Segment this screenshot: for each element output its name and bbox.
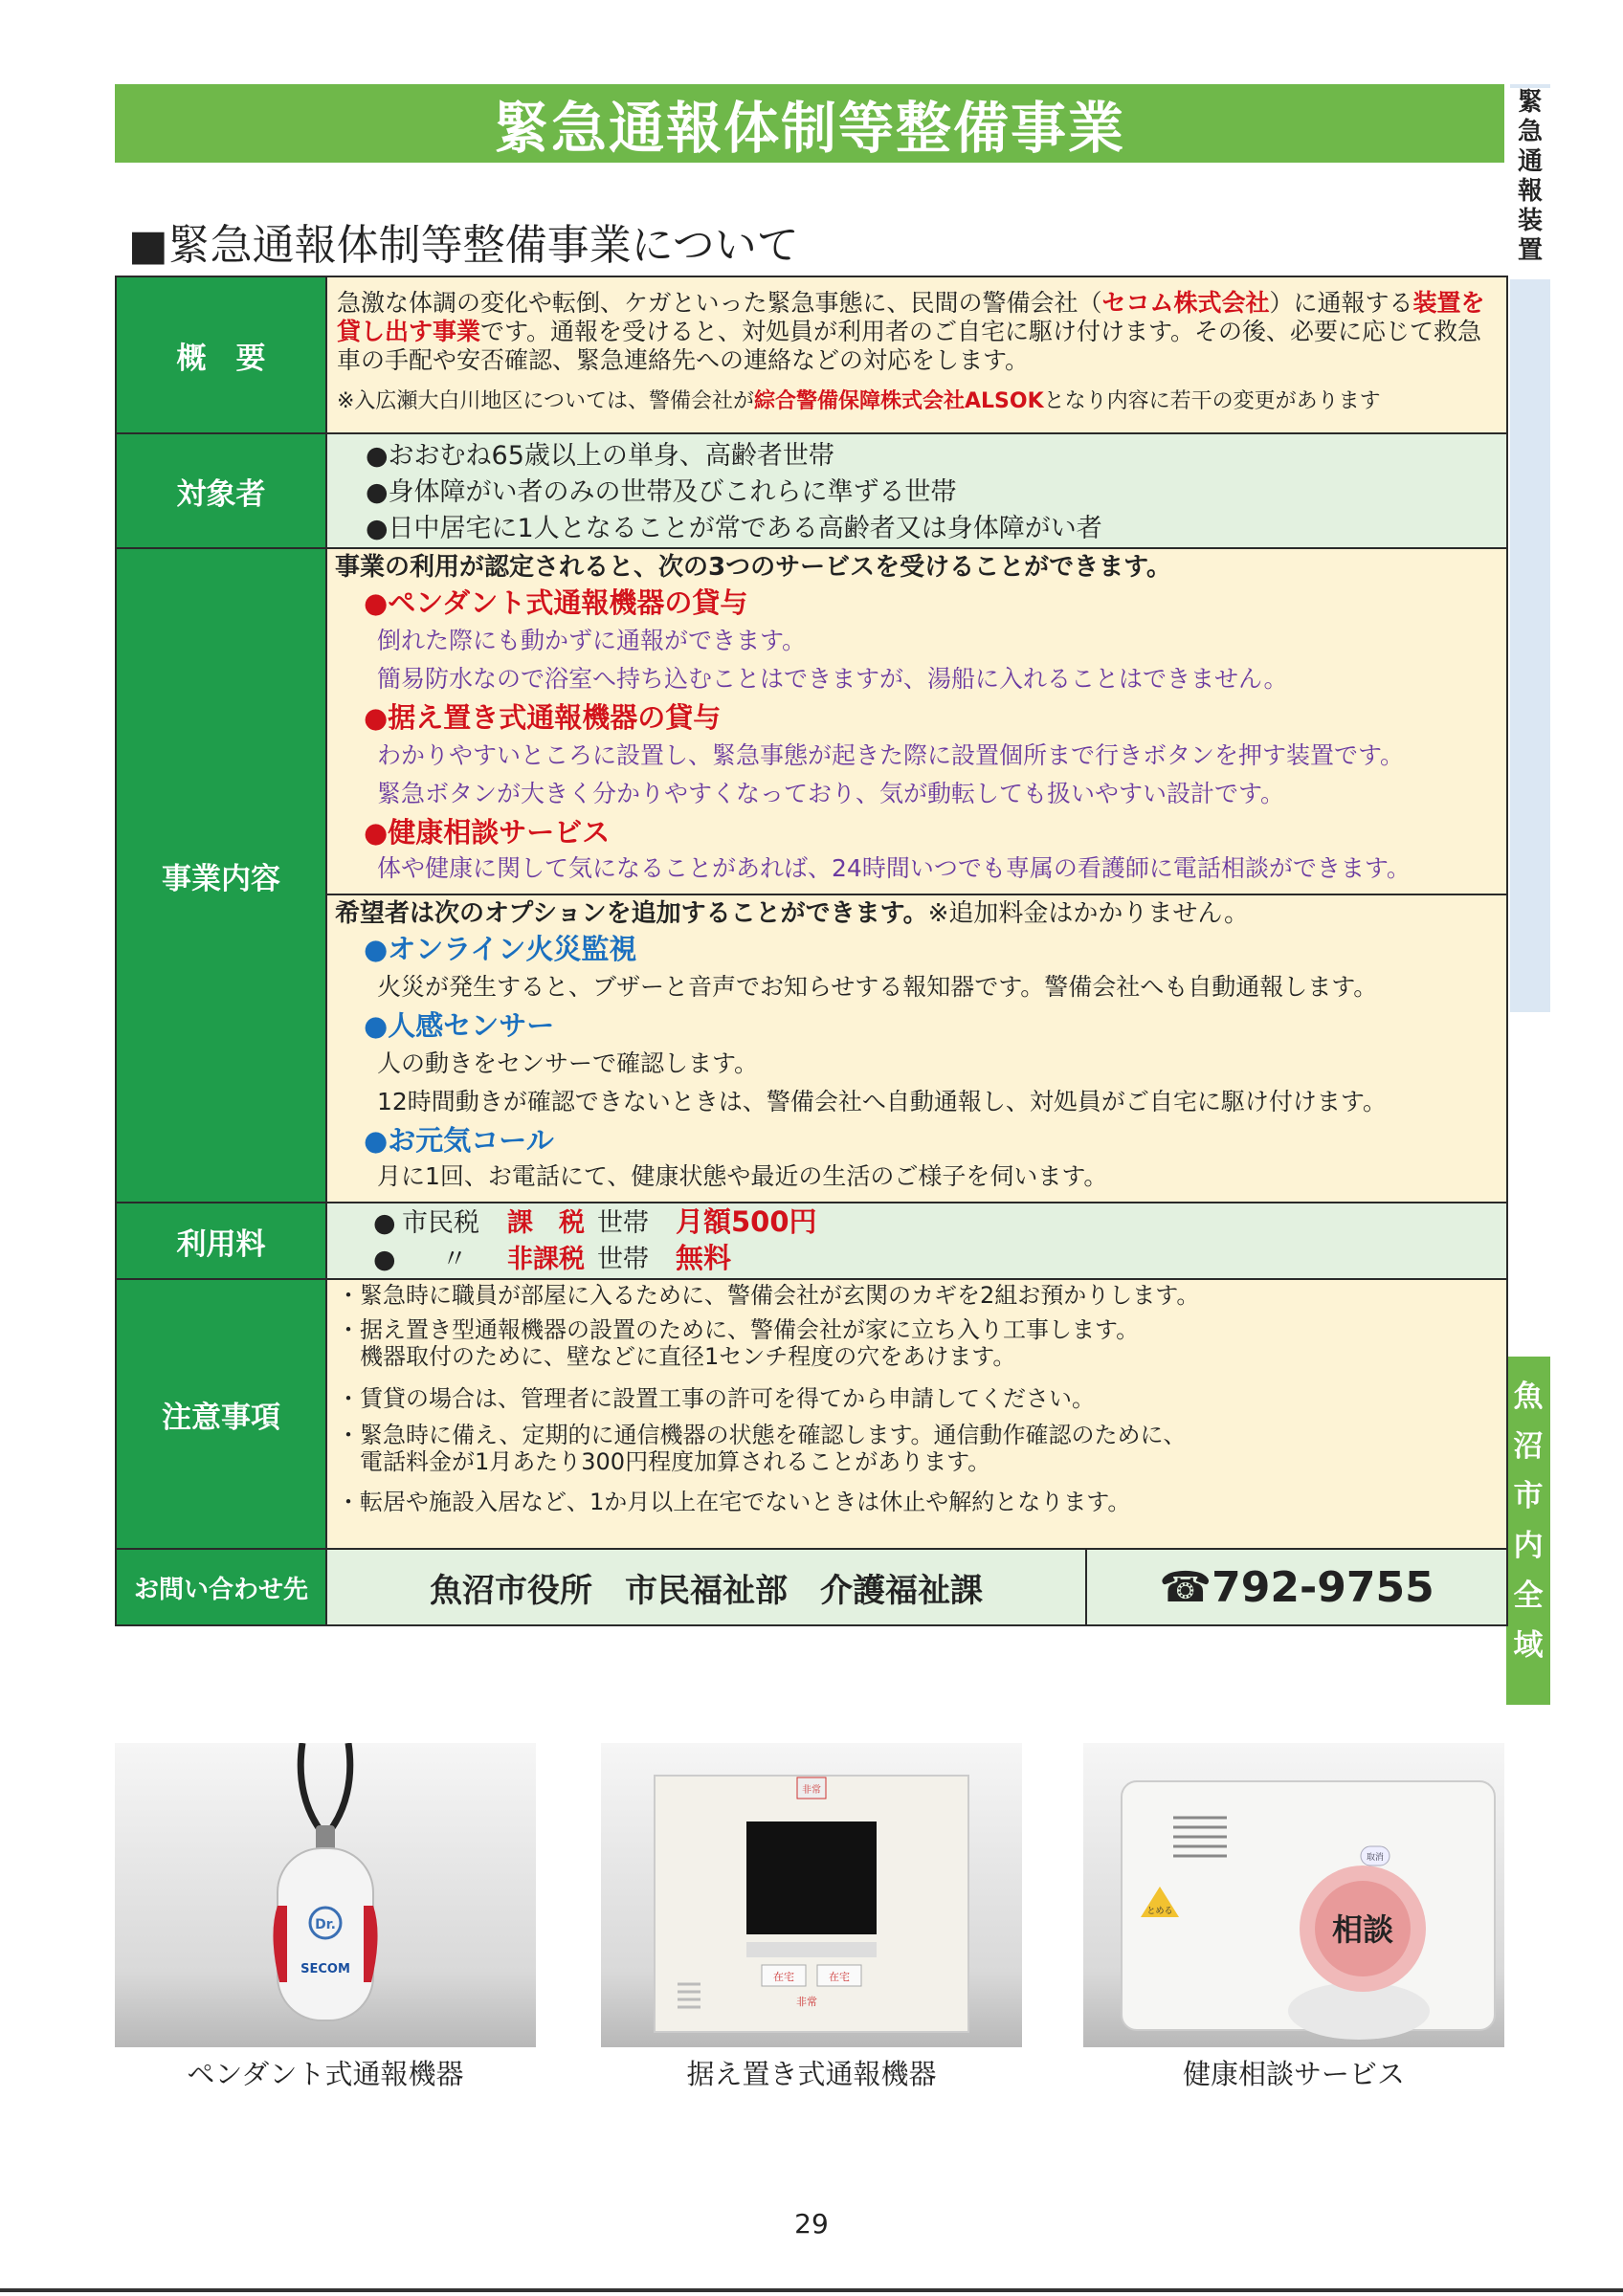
vertical-char: 緊 [1517, 88, 1543, 117]
info-table [115, 276, 1508, 1626]
side-tab-category-label [1510, 88, 1550, 266]
vertical-char: 報 [1517, 177, 1543, 206]
row-overview [116, 276, 1507, 433]
row-notes [116, 1279, 1507, 1549]
row-fee [116, 1203, 1507, 1279]
overview-note-company: 綜合警備保障株式会社ALSOK [754, 389, 1044, 413]
service-heading-pendant: ●ペンダント式通報機器の貸与 [364, 586, 748, 619]
services-intro: 事業の利用が認定されると、次の3つのサービスを受けることができます。 [335, 553, 1172, 582]
stationary-button-1: 在宅 [773, 1971, 794, 1983]
service-line: 倒れた際にも動かずに通報ができます。 [377, 627, 807, 654]
row-label-services: 事業内容 [116, 548, 326, 1203]
option-heading-fire: ●オンライン火災監視 [364, 933, 637, 965]
stationary-device-illustration [601, 1743, 1022, 2047]
stationary-top-button: 非常 [802, 1785, 821, 1796]
vertical-char: 内 [1513, 1529, 1544, 1563]
service-line: 緊急ボタンが大きく分かりやすくなっており、気が動転しても扱いやすい設計です。 [377, 780, 1285, 807]
health-badge: とめる [1146, 1907, 1173, 1916]
vertical-char: 置 [1517, 236, 1543, 265]
note-item: ・緊急時に職員が部屋に入るために、警備会社が玄関のカギを2組お預かりします。 [337, 1282, 1200, 1309]
row-label-eligible: 対象者 [116, 433, 326, 548]
bottom-rule [0, 2288, 1623, 2292]
vertical-char: 通 [1517, 147, 1543, 176]
options-intro: 希望者は次のオプションを追加することができます。※追加料金はかかりません。 [335, 899, 1249, 928]
note-item: ・賃貸の場合は、管理者に設置工事の許可を得てから申請してください。 [337, 1385, 1095, 1412]
contact-office: 魚沼市役所 市民福祉部 介護福祉課 [326, 1549, 1086, 1625]
note-item: ・転居や施設入居など、1か月以上在宅でないときは休止や解約となります。 [337, 1489, 1131, 1515]
vertical-char: 魚 [1513, 1380, 1544, 1414]
eligible-item: ●おおむね65歳以上の単身、高齢者世帯 [366, 441, 834, 471]
service-heading-health: ●健康相談サービス [364, 816, 611, 849]
row-services-main [116, 548, 1507, 894]
side-tab-area [1506, 1357, 1550, 1705]
vertical-char: 沼 [1513, 1429, 1544, 1464]
pendant-brand: SECOM [300, 1962, 350, 1976]
pendant-brand-mark: Dr. [315, 1917, 336, 1932]
vertical-char: 域 [1513, 1628, 1544, 1663]
overview-note: ※入広瀬大白川地区については、警備会社が綜合警備保障株式会社ALSOKとなり内容に若干の変更があります [337, 389, 1381, 413]
pendant-device-illustration [115, 1743, 536, 2047]
row-eligible [116, 433, 1507, 548]
section-heading: ■緊急通報体制等整備事業について [128, 221, 799, 270]
eligible-item: ●日中居宅に1人となることが常である高齢者又は身体障がい者 [366, 514, 1102, 543]
stationary-button-2: 在宅 [829, 1971, 850, 1983]
row-label-overview: 概 要 [116, 276, 326, 433]
option-heading-call: ●お元気コール [364, 1124, 554, 1157]
fee-row-exempt: ● 〃 非課税 世帯 無料 [373, 1242, 732, 1274]
note-item: ・据え置き型通報機器の設置のために、警備会社が家に立ち入り工事します。 機器取付のために、壁などに直径1センチ程度の穴をあけます。 [337, 1316, 1140, 1370]
option-line: 月に1回、お電話にて、健康状態や最近の生活のご様子を伺います。 [377, 1162, 1108, 1190]
vertical-char: 市 [1513, 1479, 1544, 1513]
option-line: 人の動きをセンサーで確認します。 [377, 1049, 759, 1077]
caption-pendant: ペンダント式通報機器 [187, 2058, 464, 2090]
health-consult-button: 相談 [1331, 1911, 1394, 1948]
photo-health-device [1083, 1743, 1504, 2047]
note-item: ・緊急時に備え、定期的に通信機器の状態を確認します。通信動作確認のために、 電話料金が1月あたり300円程度加算されることがあります。 [337, 1422, 1187, 1475]
service-line: 体や健康に関して気になることがあれば、24時間いつでも専属の看護師に電話相談ができます。 [377, 854, 1411, 882]
service-line: 簡易防水なので浴室へ持ち込むことはできますが、湯船に入れることはできません。 [377, 665, 1288, 693]
vertical-char: 装 [1517, 207, 1543, 235]
health-small-button: 取消 [1366, 1853, 1385, 1863]
row-label-notes: 注意事項 [116, 1279, 326, 1549]
side-tab-area-label [1506, 1357, 1550, 1670]
photo-pendant-device [115, 1743, 536, 2047]
row-label-fee: 利用料 [116, 1203, 326, 1279]
option-line: 12時間動きが確認できないときは、警備会社へ自動通報し、対処員がご自宅に駆け付けます。 [377, 1088, 1387, 1115]
page-number: 29 [794, 2208, 829, 2240]
photo-stationary-device [601, 1743, 1022, 2047]
overview-highlight: 装置を貸し出す事業 [337, 289, 1485, 345]
caption-health: 健康相談サービス [1182, 2058, 1405, 2090]
service-line: わかりやすいところに設置し、緊急事態が起きた際に設置個所まで行きボタンを押す装置です。 [377, 741, 1405, 769]
health-device-illustration [1083, 1743, 1504, 2047]
overview-text: 急激な体調の変化や転倒、ケガといった緊急事態に、民間の警備会社（セコム株式会社）に通報する装置を貸し出す事業です。通報を受けると、対処員が利用者のご自宅に駆け付けます。その後、必要に応じて救急車の手配や安否確認、緊急連絡先への連絡などの対応をします。 [337, 289, 1485, 374]
side-tab-category [1510, 84, 1550, 1012]
eligible-item: ●身体障がい者のみの世帯及びこれらに準ずる世帯 [366, 477, 957, 507]
fee-row-taxed: ● 市民税 課 税 世帯 月額500円 [373, 1205, 817, 1238]
vertical-char: 全 [1513, 1578, 1544, 1613]
page-title: 緊急通報体制等整備事業 [115, 84, 1504, 163]
row-contact [116, 1549, 1507, 1625]
contact-phone: ☎792-9755 [1086, 1549, 1507, 1625]
row-label-contact: お問い合わせ先 [116, 1549, 326, 1625]
stationary-bottom-button: 非常 [796, 1996, 817, 2008]
caption-stationary: 据え置き式通報機器 [686, 2058, 937, 2090]
option-heading-sensor: ●人感センサー [364, 1009, 555, 1042]
service-heading-stationary: ●据え置き式通報機器の貸与 [364, 701, 722, 734]
overview-company: セコム株式会社 [1101, 289, 1270, 317]
vertical-char: 急 [1517, 118, 1543, 146]
option-line: 火災が発生すると、ブザーと音声でお知らせする報知器です。警備会社へも自動通報します。 [377, 973, 1378, 1001]
